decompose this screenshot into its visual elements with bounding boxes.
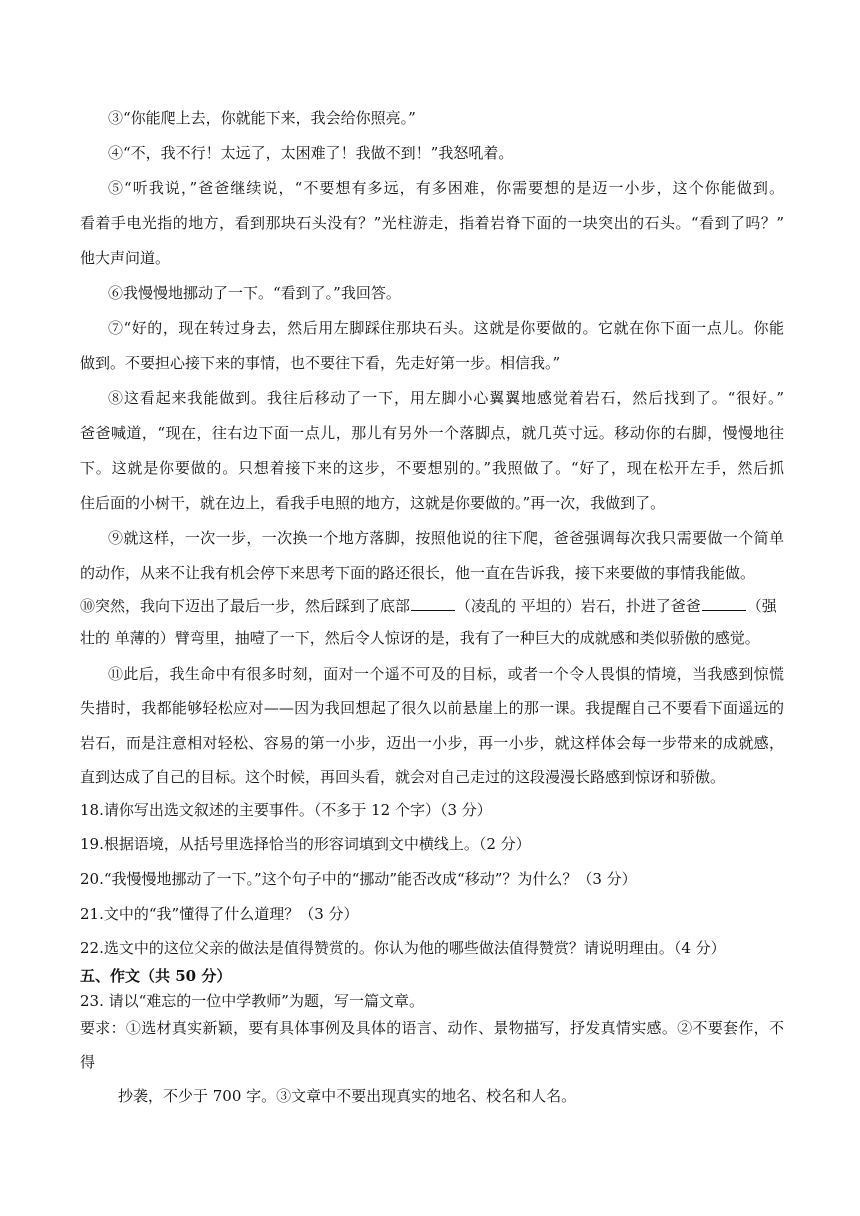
composition-requirements-line-3: 抄袭，不少于 700 字。③文章中不要出现真实的地名、校名和人名。 [118,1087,577,1105]
paragraph-7-line-2: 做到。不要担心接下来的事情，也不要往下看，先走好第一步。相信我。” [80,354,561,372]
paragraph-5-line-1: ⑤“听我说，”爸爸继续说，“不要想有多远，有多困难，你需要想的是迈一小步，这个你能做到。 [108,179,784,197]
paragraph-7-line-1: ⑦“好的，现在转过身去，然后用左脚踩住那块石头。这就是你要做的。它就在你下面一点儿。你能 [108,319,784,337]
fill-blank-1 [411,596,455,611]
question-18: 18.请你写出选文叙述的主要事件。（不多于 12 个字）（3 分） [80,801,492,819]
question-19: 19.根据语境，从括号里选择恰当的形容词填到文中横线上。（2 分） [80,835,531,853]
composition-requirements-line-2: 得 [80,1053,96,1071]
paragraph-11-line-1: ⑪此后，我生命中有很多时刻，面对一个遥不可及的目标，或者一个令人畏惧的情境，当我感到惊慌 [108,665,784,683]
paragraph-8-line-4: 住后面的小树干，就在边上，看我手电照的地方，这就是你要做的。”再一次，我做到了。 [80,494,666,512]
paragraph-11-line-4: 直到达成了自己的目标。这个时候，再回头看，就会对自己走过的这段漫漫长路感到惊讶和骄傲。 [80,768,726,786]
paragraph-10-text-a: ⑩突然，我向下迈出了最后一步，然后踩到了底部 [80,597,411,615]
paragraph-5-line-2: 看着手电光指的地方，看到那块石头没有？”光柱游走，指着岩脊下面的一块突出的石头。“看到了吗？” [80,214,784,232]
paragraph-9-line-1: ⑨就这样，一次一步，一次换一个地方落脚，按照他说的往下爬，爸爸强调每次我只需要做一个简单 [108,529,784,547]
question-21: 21.文中的“我”懂得了什么道理？（3 分） [80,905,359,923]
fill-blank-2 [702,596,746,611]
paragraph-5-line-3: 他大声问道。 [80,249,171,267]
question-22: 22.选文中的这位父亲的做法是值得赞赏的。你认为他的哪些做法值得赞赏？请说明理由。（4 分） [80,939,726,957]
paragraph-10-line-2: 壮的 单薄的）臂弯里，抽噎了一下，然后令人惊讶的是，我有了一种巨大的成就感和类似骄傲的感觉。 [80,629,760,647]
paragraph-9-line-2: 的动作，从来不让我有机会停下来思考下面的路还很长，他一直在告诉我，接下来要做的事情我能做。 [80,564,756,582]
paragraph-8-line-2: 爸爸喊道，“现在，往右边下面一点儿，那儿有另外一个落脚点，就几英寸远。移动你的右脚，慢慢地往 [80,424,784,442]
paragraph-11-line-3: 岩石，而是注意相对轻松、容易的第一小步，迈出一小步，再一小步，就这样体会每一步带来的成就感， [80,734,784,752]
composition-heading: 五、作文（共 50 分） [80,967,232,985]
paragraph-8-line-3: 下。这就是你要做的。只想着接下来的这步，不要想别的。”我照做了。“好了，现在松开左手，然后抓 [80,459,784,477]
question-20: 20.“我慢慢地挪动了一下。”这个句子中的“挪动”能否改成“移动”？为什么？（3 分） [80,870,637,888]
paragraph-3: ③“你能爬上去，你就能下来，我会给你照亮。” [108,109,416,127]
paragraph-11-line-2: 失措时，我都能够轻松应对——因为我回想起了很久以前悬崖上的那一课。我提醒自己不要看下面遥远的 [80,699,784,717]
composition-requirements-line-1: 要求：①选材真实新颖，要有具体事例及具体的语言、动作、景物描写，抒发真情实感。②不要套作，不 [80,1019,784,1037]
paragraph-6: ⑥我慢慢地挪动了一下。“看到了。”我回答。 [108,284,401,302]
paragraph-8-line-1: ⑧这看起来我能做到。我往后移动了一下，用左脚小心翼翼地感觉着岩石，然后找到了。“很好。” [108,389,784,407]
paragraph-10-text-c: （强 [746,597,777,615]
paragraph-10-line-1 [80,596,784,616]
question-23: 23. 请以“难忘的一位中学教师”为题，写一篇文章。 [80,992,424,1010]
paragraph-10-text-b: （凌乱的 平坦的）岩石，扑进了爸爸 [456,597,701,615]
paragraph-4: ④“不，我不行！太远了，太困难了！我做不到！”我怒吼着。 [108,144,514,162]
